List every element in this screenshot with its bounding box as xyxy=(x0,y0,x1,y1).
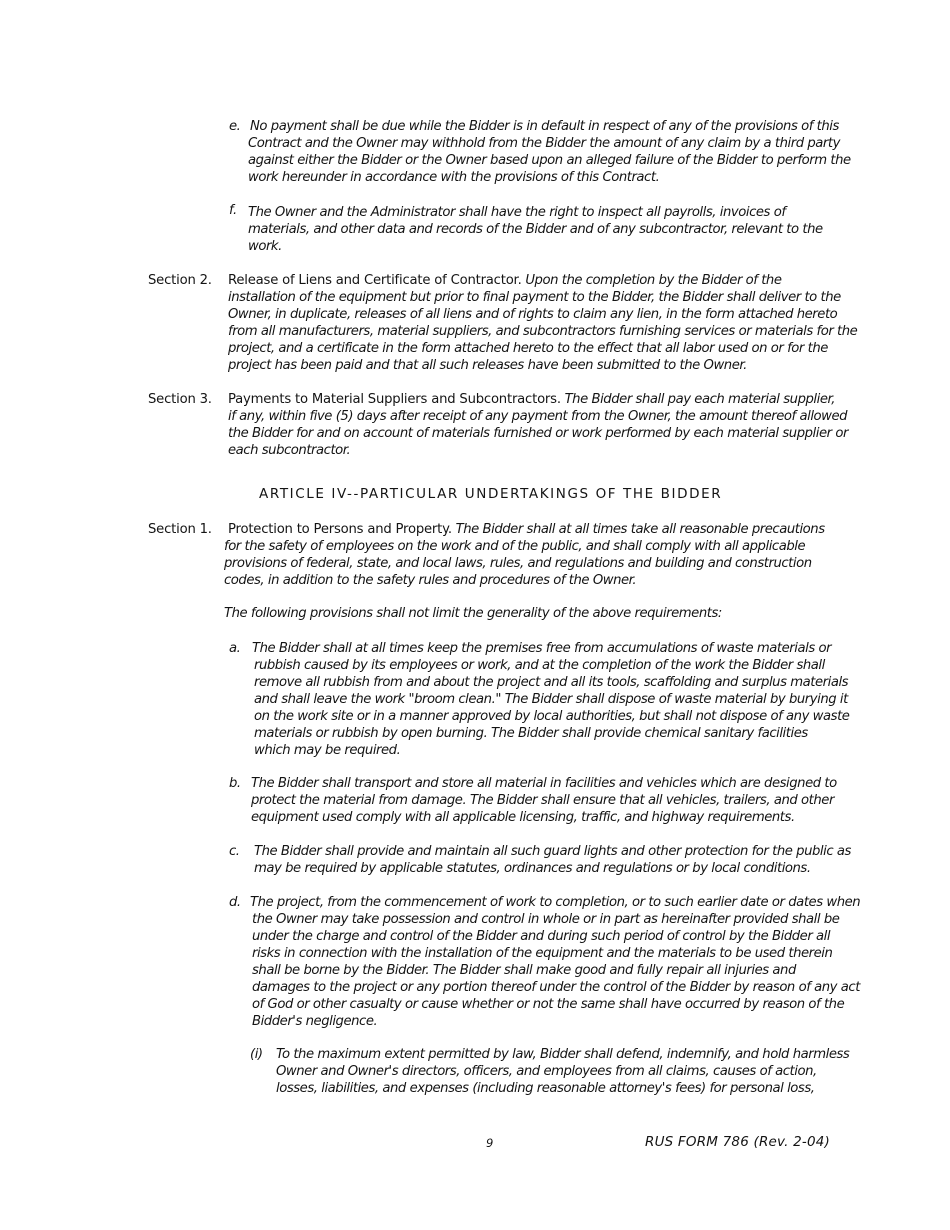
provision-a-line: and shall leave the work "broom clean." The Bidder shall dispose of waste material by burying it xyxy=(254,692,848,707)
provision-d-i-line: To the maximum extent permitted by law, Bidder shall defend, indemnify, and hold harmless xyxy=(276,1047,850,1062)
provision-d-line: damages to the project or any portion thereof under the control of the Bidder by reason of any act xyxy=(252,980,860,995)
section-line: from all manufacturers, material suppliers, and subcontractors furnishing services or materials for the xyxy=(228,324,858,339)
section-first-line xyxy=(228,521,825,538)
provision-e-line: work hereunder in accordance with the provisions of this Contract. xyxy=(248,170,660,185)
section-line: codes, in addition to the safety rules and procedures of the Owner. xyxy=(224,573,637,588)
section-first-line xyxy=(228,391,835,408)
provision-e-line: No payment shall be due while the Bidder is in default in respect of any of the provisions of this xyxy=(250,119,839,134)
article-heading: ARTICLE IV--PARTICULAR UNDERTAKINGS OF THE BIDDER xyxy=(259,486,723,502)
provision-a-line: on the work site or in a manner approved by local authorities, but shall not dispose of any waste xyxy=(254,709,850,724)
provision-d-line: shall be borne by the Bidder. The Bidder shall make good and fully repair all injuries and xyxy=(252,963,796,978)
provision-a-line: The Bidder shall at all times keep the premises free from accumulations of waste materials or xyxy=(252,641,832,656)
provision-f-line: materials, and other data and records of the Bidder and of any subcontractor, relevant to the xyxy=(248,222,823,237)
section-line: installation of the equipment but prior to final payment to the Bidder, the Bidder shall deliver to the xyxy=(228,290,841,305)
provision-d-i-marker: (i) xyxy=(250,1047,263,1062)
section-line: the Bidder for and on account of materials furnished or work performed by each material supplier or xyxy=(228,426,848,441)
section-label: Section 1. xyxy=(148,522,212,537)
provision-a-line: which may be required. xyxy=(254,743,401,758)
provision-d-marker: d. xyxy=(229,895,241,910)
provision-c-line: may be required by applicable statutes, ordinances and regulations or by local conditions. xyxy=(254,861,811,876)
section-line: for the safety of employees on the work and of the public, and shall comply with all applicable xyxy=(224,539,806,554)
provision-a-line: materials or rubbish by open burning. The Bidder shall provide chemical sanitary facilities xyxy=(254,726,808,741)
provision-b-line: equipment used comply with all applicable licensing, traffic, and highway requirements. xyxy=(251,810,795,825)
section-heading: Release of Liens and Certificate of Contractor. xyxy=(228,273,522,288)
provision-c-marker: c. xyxy=(229,844,240,859)
provision-f-line: work. xyxy=(248,239,282,254)
section-first-line xyxy=(228,272,782,289)
section-line: Owner, in duplicate, releases of all liens and of rights to claim any lien, in the form attached hereto xyxy=(228,307,838,322)
section-line: each subcontractor. xyxy=(228,443,351,458)
section-first-text: The Bidder shall at all times take all reasonable precautions xyxy=(455,522,825,537)
page-number: 9 xyxy=(486,1136,494,1150)
provision-b-line: protect the material from damage. The Bidder shall ensure that all vehicles, trailers, and other xyxy=(251,793,834,808)
provision-f-line: The Owner and the Administrator shall have the right to inspect all payrolls, invoices of xyxy=(248,205,786,220)
provision-d-line: Bidder's negligence. xyxy=(252,1014,378,1029)
provision-b-line: The Bidder shall transport and store all material in facilities and vehicles which are designed to xyxy=(251,776,837,791)
provision-d-line: risks in connection with the installation of the equipment and the materials to be used therein xyxy=(252,946,833,961)
section-line: provisions of federal, state, and local laws, rules, and regulations and building and construction xyxy=(224,556,812,571)
section-line: project, and a certificate in the form attached hereto to the effect that all labor used on or for the xyxy=(228,341,828,356)
section-intro: The following provisions shall not limit the generality of the above requirements: xyxy=(224,606,722,621)
section-line: project has been paid and that all such releases have been submitted to the Owner. xyxy=(228,358,747,373)
provision-d-line: The project, from the commencement of work to completion, or to such earlier date or dates when xyxy=(250,895,861,910)
provision-f-marker: f. xyxy=(229,203,237,218)
section-heading: Payments to Material Suppliers and Subcontractors. xyxy=(228,392,561,407)
provision-c-line: The Bidder shall provide and maintain all such guard lights and other protection for the public as xyxy=(254,844,851,859)
provision-a-marker: a. xyxy=(229,641,241,656)
provision-a-line: remove all rubbish from and about the project and all its tools, scaffolding and surplus materials xyxy=(254,675,849,690)
section-heading: Protection to Persons and Property. xyxy=(228,522,452,537)
provision-d-i-line: Owner and Owner's directors, officers, and employees from all claims, causes of action, xyxy=(276,1064,817,1079)
section-label: Section 2. xyxy=(148,273,212,288)
section-line: if any, within five (5) days after receipt of any payment from the Owner, the amount thereof allowed xyxy=(228,409,848,424)
provision-a-line: rubbish caused by its employees or work, and at the completion of the work the Bidder shall xyxy=(254,658,825,673)
provision-b-marker: b. xyxy=(229,776,241,791)
section-first-text: The Bidder shall pay each material supplier, xyxy=(564,392,835,407)
provision-e-marker: e. xyxy=(229,119,241,134)
provision-e-line: against either the Bidder or the Owner based upon an alleged failure of the Bidder to perform the xyxy=(248,153,851,168)
provision-d-line: under the charge and control of the Bidder and during such period of control by the Bidder all xyxy=(252,929,831,944)
section-first-text: Upon the completion by the Bidder of the xyxy=(525,273,782,288)
provision-d-i-line: losses, liabilities, and expenses (including reasonable attorney's fees) for personal loss, xyxy=(276,1081,815,1096)
provision-d-line: of God or other casualty or cause whether or not the same shall have occurred by reason of the xyxy=(252,997,845,1012)
section-label: Section 3. xyxy=(148,392,212,407)
provision-d-line: the Owner may take possession and control in whole or in part as hereinafter provided shall be xyxy=(252,912,840,927)
provision-e-line: Contract and the Owner may withhold from the Bidder the amount of any claim by a third party xyxy=(248,136,840,151)
form-id: RUS FORM 786 (Rev. 2-04) xyxy=(645,1134,831,1150)
